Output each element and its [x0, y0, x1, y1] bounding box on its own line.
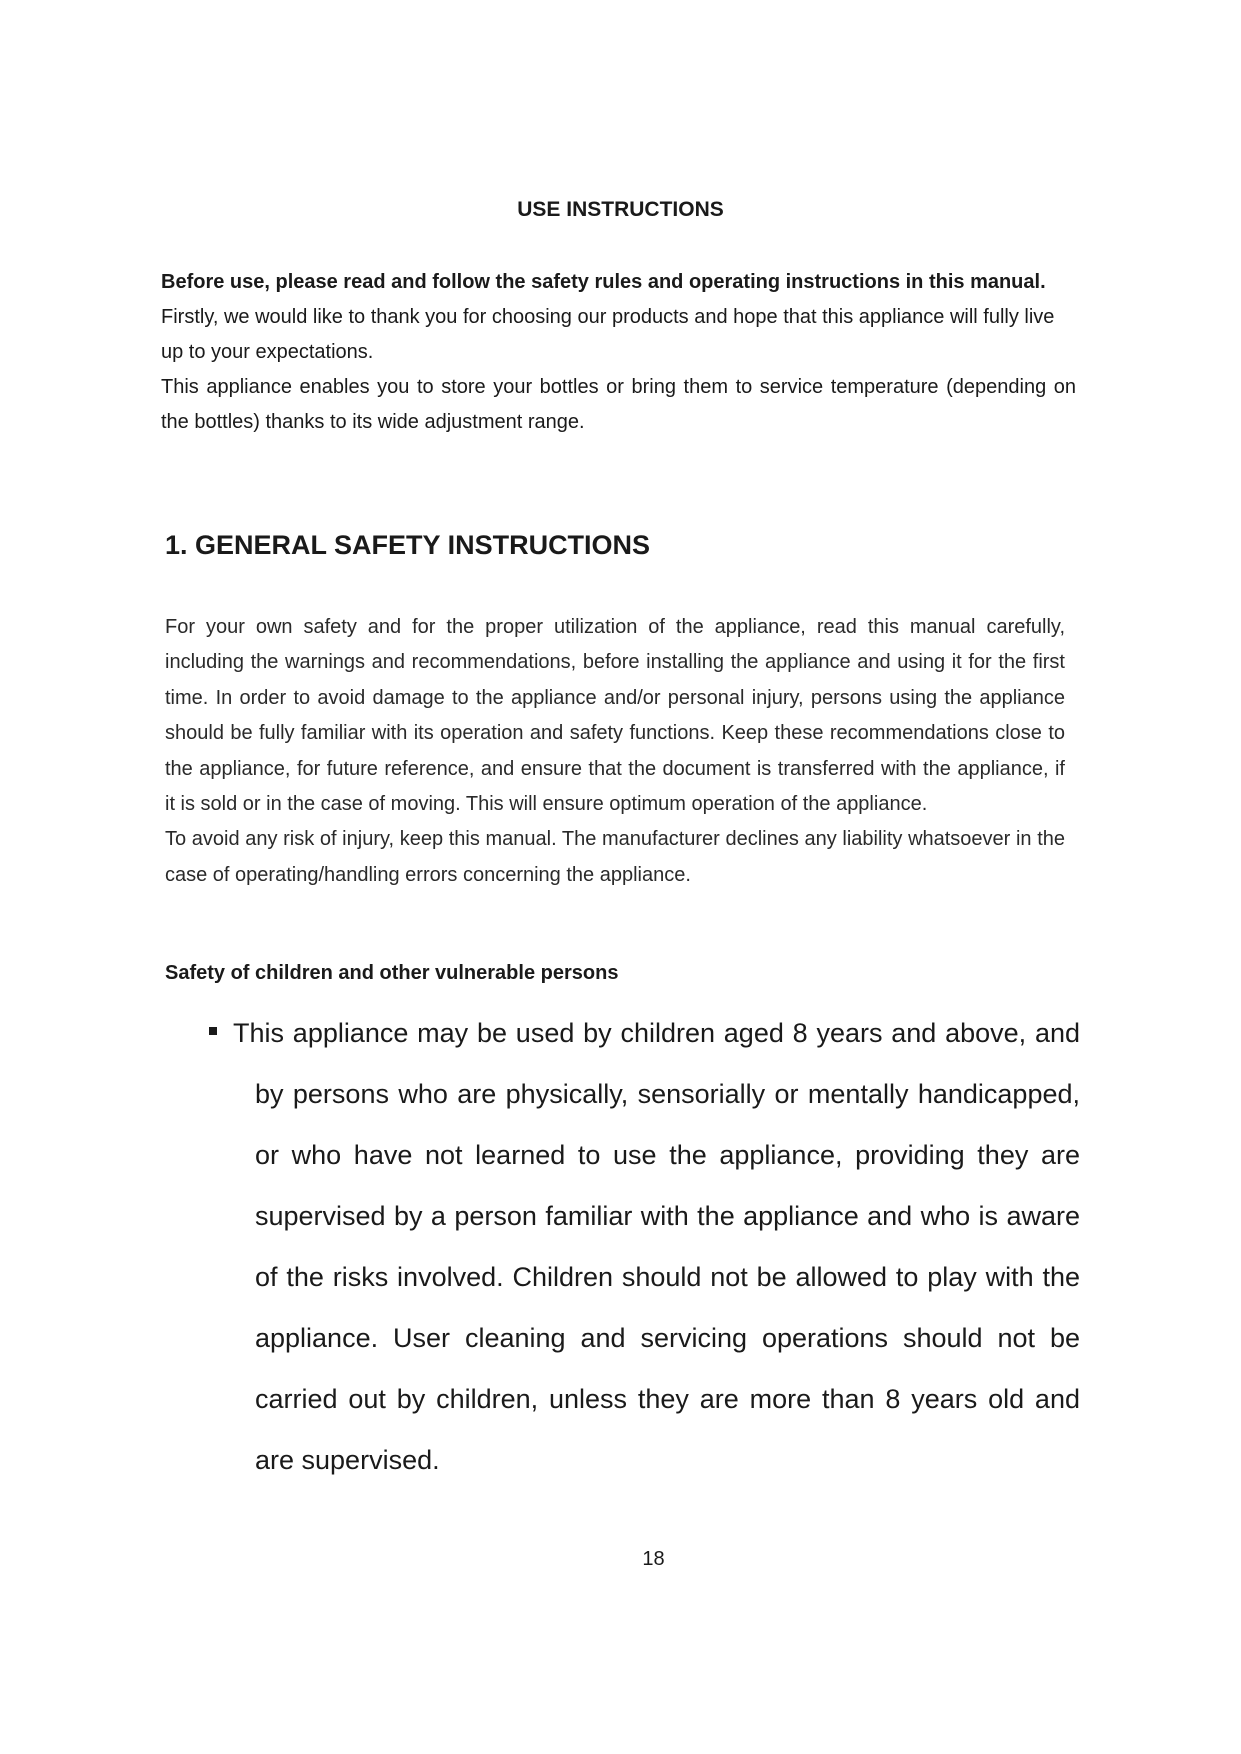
list-item	[200, 1003, 1080, 1491]
square-bullet-icon	[209, 1027, 217, 1035]
list-item-text: This appliance may be used by children aged 8 years and above, and by persons who are physically, sensorially or mentally handicapped, or who have not learned to use the appliance, providing they are supervised by a person familiar with the appliance and who is aware of the risks involved. Children should not be allowed to play with the appliance. User cleaning and servicing operations should not be carried out by children, unless they are more than 8 years old and are supervised.	[233, 1018, 1080, 1475]
liability-paragraph: To avoid any risk of injury, keep this manual. The manufacturer declines any liability whatsoever in the case of operating/handling errors concerning the appliance.	[165, 828, 1065, 886]
section-heading: 1. GENERAL SAFETY INSTRUCTIONS	[165, 530, 651, 560]
safety-notice: Before use, please read and follow the safety rules and operating instructions in this manual.	[161, 271, 1046, 293]
subsection-heading: Safety of children and other vulnerable persons	[165, 962, 619, 984]
safety-paragraph: For your own safety and for the proper utilization of the appliance, read this manual carefully, including the warnings and recommendations, before installing the appliance and using it for the first time. In order to avoid damage to the appliance and/or personal injury, persons using the appliance should be fully familiar with its operation and safety functions. Keep these recommendations close to the appliance, for future reference, and ensure that the document is transferred with the appliance, if it is sold or in the case of moving. This will ensure optimum operation of the appliance.	[165, 616, 1065, 816]
intro-section	[161, 265, 1076, 440]
purpose-paragraph: This appliance enables you to store your bottles or bring them to service temperature (depending on the bottles) thanks to its wide adjustment range.	[161, 376, 1076, 433]
bullet-list	[200, 1003, 1080, 1491]
page-title: USE INSTRUCTIONS	[517, 198, 724, 221]
page-number: 18	[642, 1548, 665, 1570]
section-body	[165, 610, 1065, 893]
thanks-paragraph: Firstly, we would like to thank you for choosing our products and hope that this appliance will fully live up to your expectations.	[161, 306, 1055, 363]
